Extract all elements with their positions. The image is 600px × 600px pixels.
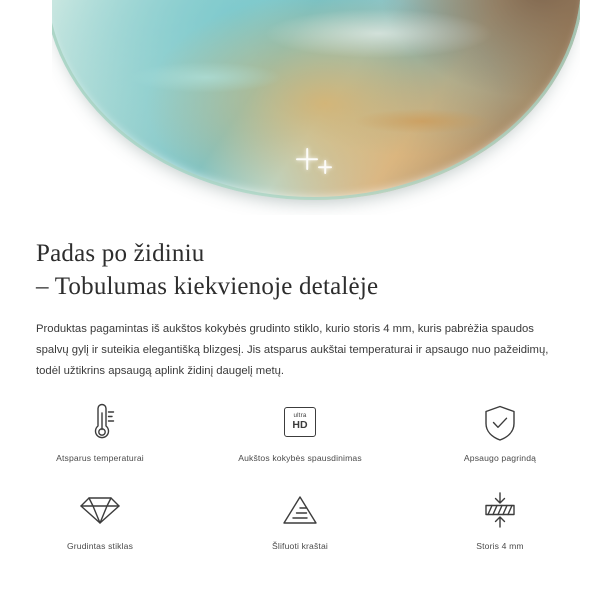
shield-check-icon [477, 399, 523, 445]
feature-label: Šlifuoti kraštai [272, 541, 328, 551]
feature-label: Storis 4 mm [476, 541, 524, 551]
hero-left-gutter [0, 0, 52, 215]
glass-plate-image [44, 0, 584, 200]
polished-edges-icon [277, 487, 323, 533]
feature-label: Atsparus temperaturai [56, 453, 144, 463]
feature-grid [0, 393, 600, 569]
ultra-hd-badge-bottom: HD [292, 419, 308, 432]
feature-label: Apsaugo pagrindą [463, 453, 537, 463]
feature-item-print-quality [200, 393, 400, 481]
ultra-hd-badge-top: ultra [293, 412, 307, 420]
headline-line-1: Padas po židiniu [36, 240, 205, 267]
feature-label: Aukštos kokybės spausdinimas [238, 453, 362, 463]
hero-image [0, 0, 600, 215]
feature-item-surface-protection [400, 393, 600, 481]
feature-item-polished-edges [200, 481, 400, 569]
hero-right-gutter [580, 0, 600, 215]
content-block [0, 215, 600, 382]
page-title [0, 215, 600, 303]
diamond-icon [77, 487, 123, 533]
feature-item-temperature [0, 393, 200, 481]
sparkle-icon [318, 160, 332, 174]
thermometer-icon [77, 399, 123, 445]
feature-item-tempered-glass [0, 481, 200, 569]
feature-item-thickness [400, 481, 600, 569]
body-paragraph: Produktas pagamintas iš aukštos kokybės grudinto stiklo, kurio storis 4 mm, kuris pabrėžia spaudos spalvų gylį ir suteikia elegantišką blizgesį. Jis atsparus aukštai temperaturai ir apsaugo nuo pažeidimų, todėl užtikrins apsaugą aplink židinį daugelį metų. [36, 323, 549, 377]
headline-line-2: – Tobulumas kiekvienoje detalėje [36, 273, 379, 300]
feature-label: Grudintas stiklas [66, 541, 134, 551]
ultra-hd-icon [277, 399, 323, 445]
thickness-icon [477, 487, 523, 533]
sparkle-icon [296, 148, 318, 170]
